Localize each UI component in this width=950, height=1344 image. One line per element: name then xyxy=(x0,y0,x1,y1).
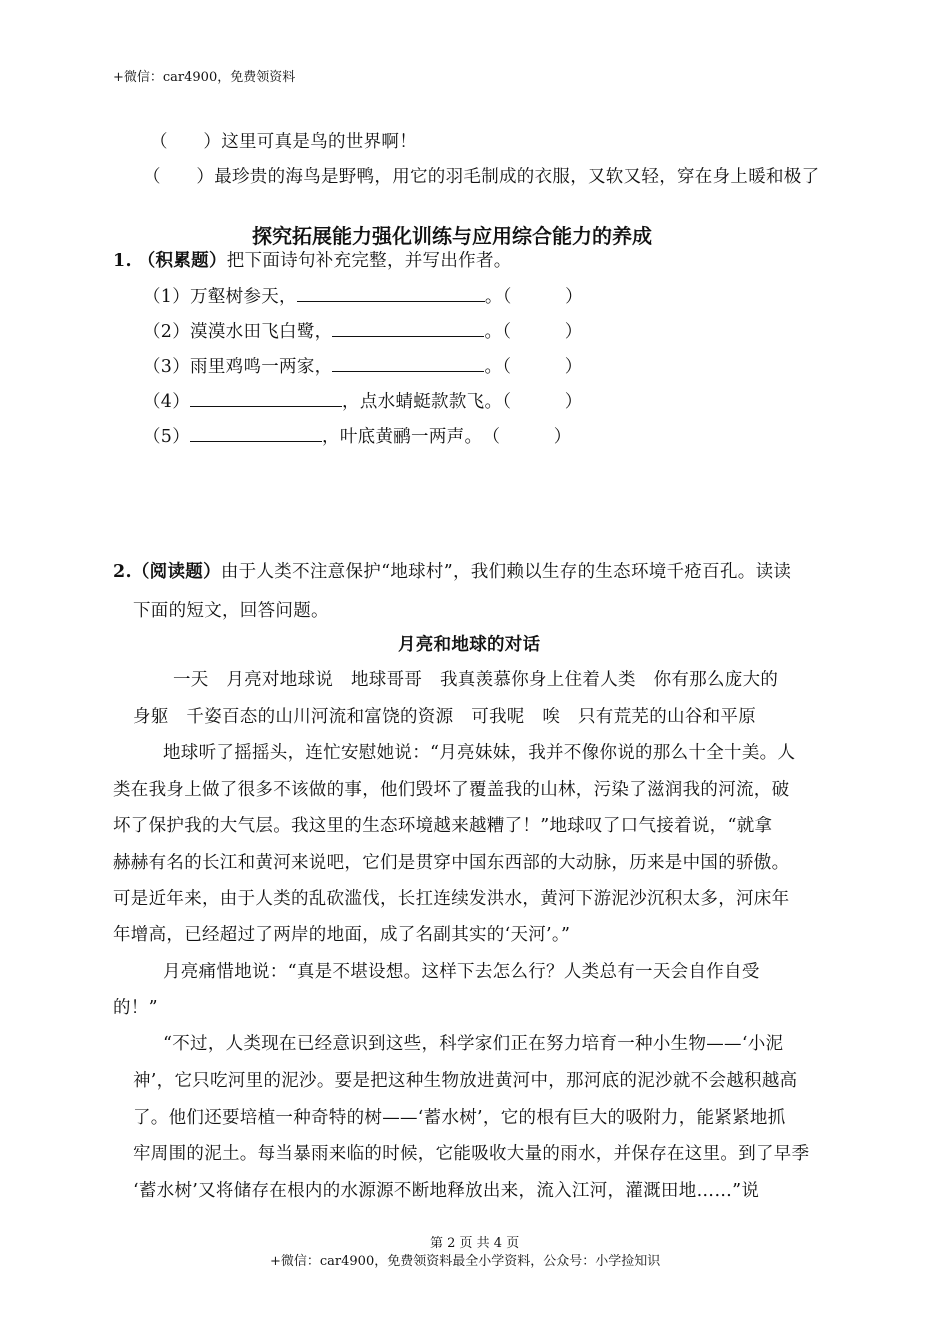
q1-heading xyxy=(113,247,512,272)
answer-blank[interactable] xyxy=(297,284,485,302)
passage-line: 类在我身上做了很多不该做的事，他们毁坏了覆盖我的山林，污染了滋润我的河流，破 xyxy=(113,780,790,800)
q1-tag: （积累题） xyxy=(137,251,227,271)
q2-tag: （阅读题） xyxy=(131,562,221,582)
q1-line-4 xyxy=(143,388,583,413)
q1-line-3 xyxy=(143,353,583,378)
line-number: （4） xyxy=(143,392,191,412)
passage-line: ‘蓄水树’又将储存在根内的水源源不断地释放出来，流入江河，灌溉田地……”说 xyxy=(133,1181,760,1201)
q1-prompt: 把下面诗句补充完整，并写出作者。 xyxy=(226,251,512,271)
page-number: 第 2 页 共 4 页 xyxy=(430,1236,520,1251)
passage-line: 坏了保护我的大气层。我这里的生态环境越来越糟了！”地球叹了口气接着说，“就拿 xyxy=(113,816,773,836)
answer-paren: （ ） xyxy=(150,132,222,152)
footer-watermark: +微信：car4900，免费领资料最全小学资料，公众号：小学捡知识 xyxy=(270,1254,661,1269)
passage-line: 地球听了摇摇头，连忙安慰她说：“月亮妹妹，我并不像你说的那么十全十美。人 xyxy=(163,743,796,763)
q2-prompt: 由于人类不注意保护“地球村”，我们赖以生存的生态环境千疮百孔。读读 xyxy=(220,562,792,582)
passage-line: 神’，它只吃河里的泥沙。要是把这种生物放进黄河中，那河底的泥沙就不会越积越高 xyxy=(133,1071,798,1091)
q2-heading xyxy=(113,558,791,583)
line-suffix: ，叶底黄鹂一两声。 （ ） xyxy=(322,427,572,447)
q2-prompt-cont: 下面的短文，回答问题。 xyxy=(133,601,329,621)
answer-blank[interactable] xyxy=(190,389,342,407)
item-text: 最珍贵的海鸟是野鸭，用它的羽毛制成的衣服，又软又轻，穿在身上暖和极了 xyxy=(214,167,820,187)
answer-blank[interactable] xyxy=(190,424,322,442)
passage-line: 可是近年来，由于人类的乱砍滥伐，长扛连续发洪水，黄河下游泥沙沉积太多，河床年 xyxy=(113,889,790,909)
line-number: （1） xyxy=(143,287,191,307)
passage-line: “不过，人类现在已经意识到这些，科学家们正在努力培育一种小生物——‘小泥 xyxy=(163,1034,784,1054)
line-suffix: 。（ ） xyxy=(484,287,583,307)
passage-line: 月亮痛惜地说：“真是不堪设想。这样下去怎么行？人类总有一天会自作自受 xyxy=(163,962,760,982)
item-text: 这里可真是鸟的世界啊！ xyxy=(221,132,418,152)
line-suffix: 。（ ） xyxy=(484,357,583,377)
q1-line-1 xyxy=(143,283,583,308)
line-number: （5） xyxy=(143,427,191,447)
answer-paren: （ ） xyxy=(143,167,215,187)
answer-blank[interactable] xyxy=(332,354,484,372)
prev-item-1 xyxy=(150,128,417,153)
q1-line-2 xyxy=(143,318,583,343)
line-prefix: 漠漠水田飞白鹭， xyxy=(190,322,333,342)
line-number: （2） xyxy=(143,322,191,342)
passage-line: 年增高，已经超过了两岸的地面，成了名副其实的‘天河’。” xyxy=(113,925,571,945)
header-watermark: +微信：car4900，免费领资料 xyxy=(113,70,296,85)
q2-number: 2. xyxy=(113,562,132,582)
passage-line: 的！” xyxy=(113,998,158,1018)
section-title: 探究拓展能力强化训练与应用综合能力的养成 xyxy=(252,224,652,248)
line-suffix: 。（ ） xyxy=(484,322,583,342)
prev-item-2 xyxy=(143,163,819,188)
line-prefix: 万壑树参天， xyxy=(190,287,297,307)
line-suffix: ，点水蜻蜓款款飞。（ ） xyxy=(342,392,583,412)
line-prefix: 雨里鸡鸣一两家， xyxy=(190,357,333,377)
passage-line: 一天 月亮对地球说 地球哥哥 我真羡慕你身上住着人类 你有那么庞大的 xyxy=(173,670,779,690)
line-number: （3） xyxy=(143,357,191,377)
passage-line: 了。他们还要培植一种奇特的树——‘蓄水树’，它的根有巨大的吸附力，能紧紧地抓 xyxy=(133,1108,786,1128)
passage-line: 赫赫有名的长江和黄河来说吧，它们是贯穿中国东西部的大动脉，历来是中国的骄傲。 xyxy=(113,853,790,873)
q1-line-5 xyxy=(143,423,572,448)
passage-line: 身躯 千姿百态的山川河流和富饶的资源 可我呢 唉 只有荒芜的山谷和平原 xyxy=(133,707,756,727)
answer-blank[interactable] xyxy=(332,319,484,337)
passage-title: 月亮和地球的对话 xyxy=(398,635,541,655)
q1-number: 1. xyxy=(113,251,132,271)
passage-line: 牢周围的泥土。每当暴雨来临的时候，它能吸收大量的雨水，并保存在这里。到了早季 xyxy=(133,1144,810,1164)
